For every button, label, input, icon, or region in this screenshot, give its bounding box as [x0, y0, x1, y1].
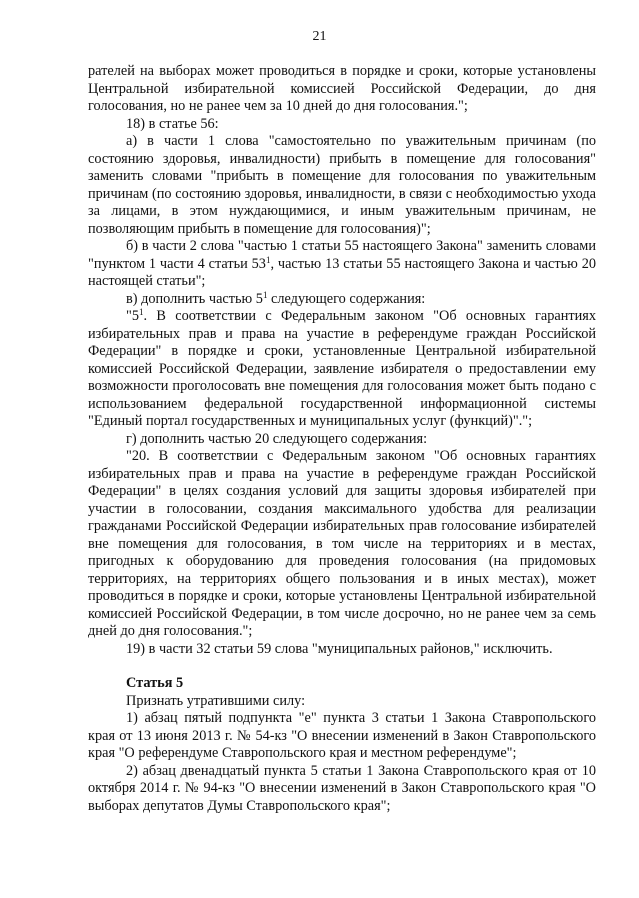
- superscript: 1: [262, 289, 268, 300]
- paragraph-item-a: а) в части 1 слова "самостоятельно по уважительным причинам (по состоянию здоровья, инвалидности) прибыть в помещение для голосования" заменить словами "прибыть в помещение для голосования по уважительным причинам (по состоянию здоровья, инвалидности, в связи с необходимостью ухода за лицами, в этом нуждающимися, и иным уважительным причинам, не позволяющим прибыть в помещение для голосования)";: [88, 133, 596, 237]
- text: следующего содержания:: [267, 290, 426, 307]
- paragraph-quote-5-1: [88, 308, 596, 431]
- text: "5: [126, 308, 139, 324]
- document-body: [88, 63, 596, 815]
- text: . В соответствии с Федеральным законом "Об основных гарантиях избирательных прав и права на участие в референдуме граждан Российской Федерации" в порядке и сроки, установленные Центральной избирательной комиссией Российской Федерации, заявление избирателя о предоставлении ему возможности проголосовать вне помещения для голосования может быть подано с использованием федеральной государственной информационной системы "Единый портал государственных и муниципальных услуг (функций)".";: [88, 308, 596, 429]
- text: , частью 13 статьи 55 настоящего Закона и частью 20 настоящей статьи";: [88, 255, 596, 289]
- paragraph-item-18: 18) в статье 56:: [126, 115, 219, 132]
- paragraph-article-intro: Признать утратившими силу:: [126, 692, 306, 709]
- superscript: 1: [265, 254, 271, 265]
- paragraph-item-1: 1) абзац пятый подпункта "е" пункта 3 статьи 1 Закона Ставропольского края от 13 июня 2013 г. № 54-кз "О внесении изменений в Закон Ставропольского края "О референдуме Ставропольского края и местном референдуме";: [88, 710, 596, 761]
- article-heading: Статья 5: [126, 675, 184, 691]
- superscript: 1: [139, 307, 144, 317]
- paragraph-item-2: 2) абзац двенадцатый пункта 5 статьи 1 Закона Ставропольского края от 10 октября 2014 г. № 94-кз "О внесении изменений в Закон Ставропольского края "О выборах депутатов Думы Ставропольского края";: [88, 762, 596, 814]
- page-number: 21: [312, 29, 327, 44]
- paragraph-item-b: [88, 238, 596, 291]
- text: в) дополнить частью 5: [126, 290, 263, 307]
- text: б) в части 2 слова "частью 1 статьи 55 настоящего Закона" заменить словами "пунктом 1 части 4 статьи 53: [88, 238, 596, 272]
- paragraph-item-19: 19) в части 32 статьи 59 слова "муниципальных районов," исключить.: [126, 640, 553, 657]
- paragraph-item-v: [88, 291, 596, 309]
- paragraph-quote-20: "20. В соответствии с Федеральным законом "Об основных гарантиях избирательных прав и права на участие в референдуме граждан Российской Федерации" в целях создания условий для защиты здоровья избирателей при участии в голосовании, создания максимального удобства для реализации гражданами Российской Федерации избирательных прав голосование избирателей вне помещения для голосования, в том числе на территориях и в местах, пригодных к оборудованию для проведения голосования (на придомовых территориях, на территориях общего пользования и в иных местах), может проводиться в порядке и сроки, которые установлены Центральной избирательной комиссией Российской Федерации, в том числе досрочно, но не ранее чем за семь дней до дня голосования.";: [88, 448, 596, 639]
- paragraph-item-g: г) дополнить частью 20 следующего содержания:: [126, 430, 428, 447]
- paragraph-continuation: рателей на выборах может проводиться в порядке и сроки, которые установлены Центральной избирательной комиссией Российской Федерации, до дня голосования, но не ранее чем за 10 дней до дня голосования.";: [88, 63, 596, 114]
